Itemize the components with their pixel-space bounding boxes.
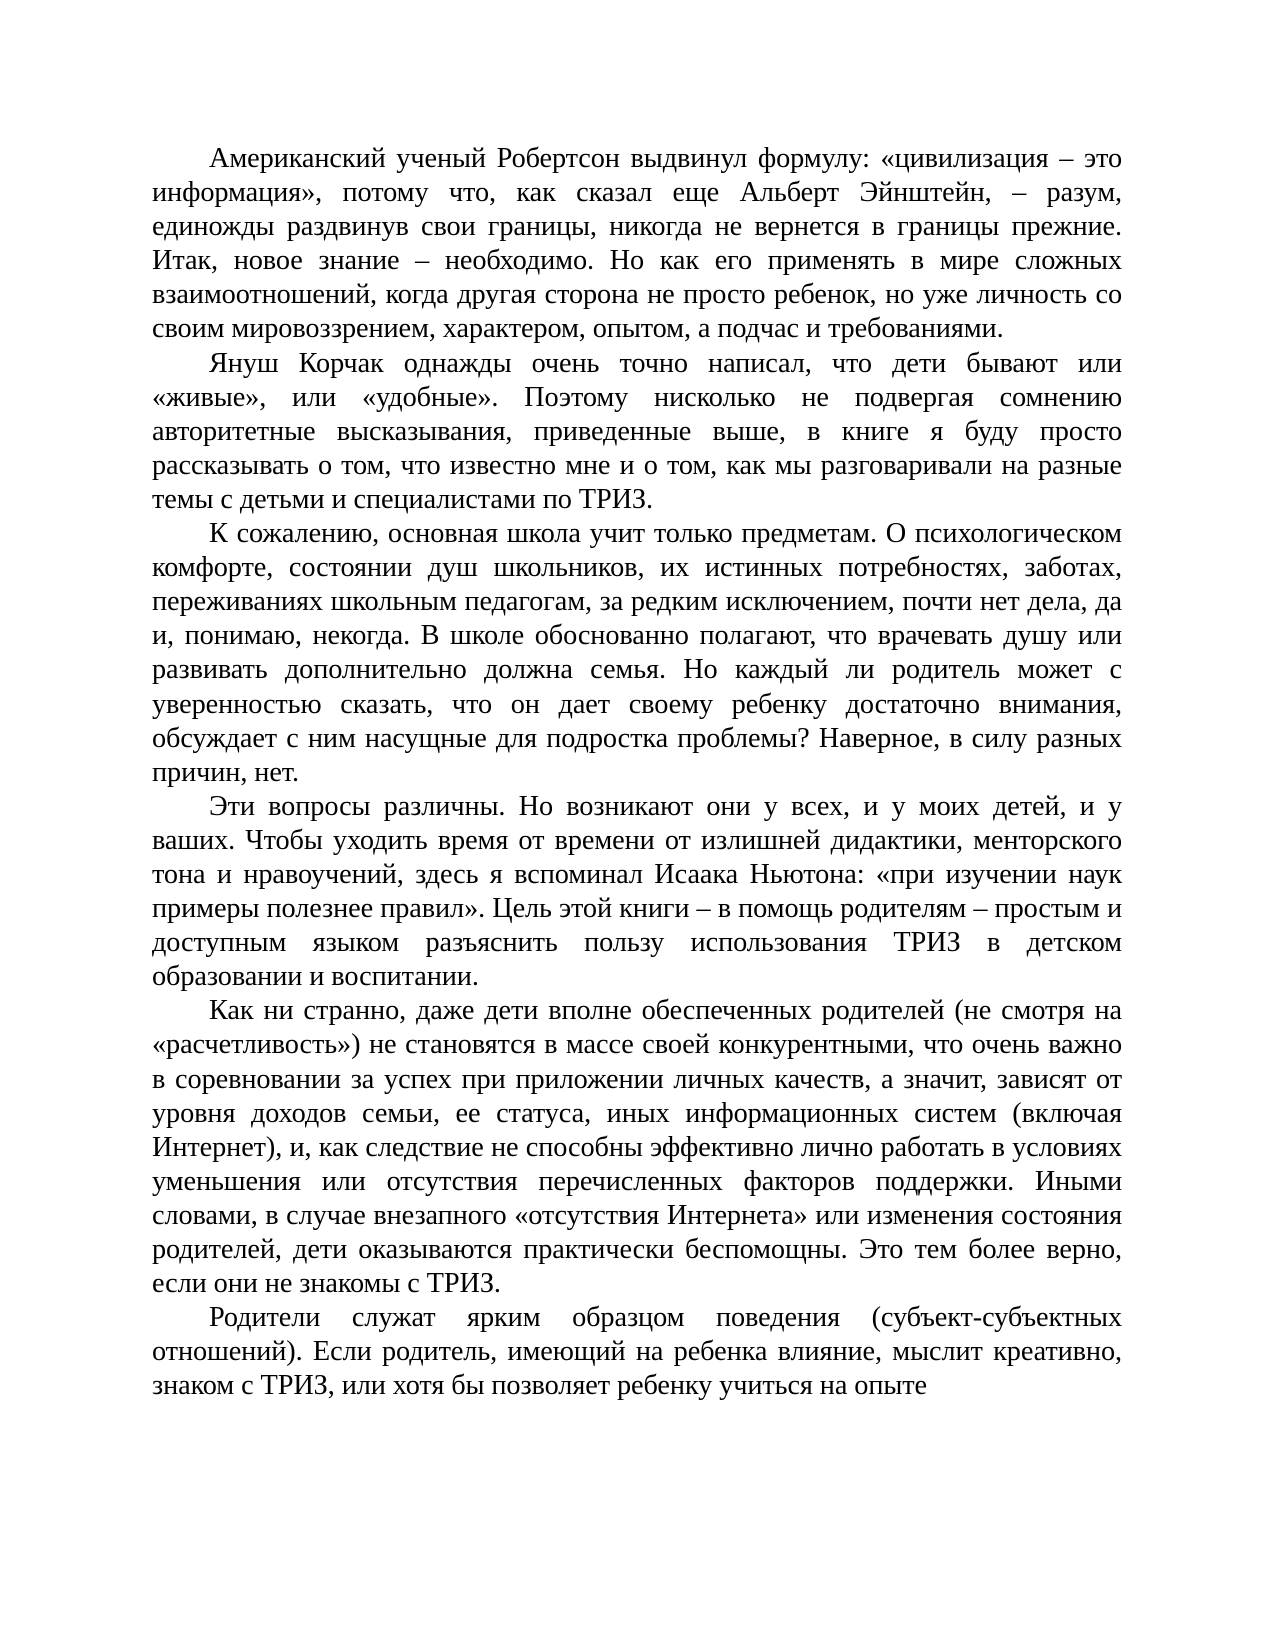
- paragraph: Как ни странно, даже дети вполне обеспеченных родителей (не смотря на «расчетливость») не становятся в массе своей конкурентными, что очень важно в соревновании за успех при приложении личных качеств, а значит, зависят от уровня доходов семьи, ее статуса, иных информационных систем (включая Интернет), и, как следствие не способны эффективно лично работать в условиях уменьшения или отсутствия перечисленных факторов поддержки. Иными словами, в случае внезапного «отсутствия Интернета» или изменения состояния родителей, дети оказываются практически беспомощны. Это тем более верно, если они не знакомы с ТРИЗ.: [152, 995, 1122, 1300]
- paragraph: К сожалению, основная школа учит только предметам. О психологическом комфорте, состоянии душ школьников, их истинных потребностях, заботах, переживаниях школьным педагогам, за редким исключением, почти нет дела, да и, понимаю, некогда. В школе обоснованно полагают, что врачевать душу или развивать дополнительно должна семья. Но каждый ли родитель может с уверенностью сказать, что он дает своему ребенку достаточно внимания, обсуждает с ним насущные для подростка проблемы? Наверное, в силу разных причин, нет.: [152, 518, 1122, 788]
- paragraph: Януш Корчак однажды очень точно написал, что дети бывают или «живые», или «удобные». Поэтому нисколько не подвергая сомнению авторитетные высказывания, приведенные выше, в книге я буду просто рассказывать о том, что известно мне и о том, как мы разговаривали на разные темы с детьми и специалистами по ТРИЗ.: [152, 347, 1122, 515]
- paragraph: Американский ученый Робертсон выдвинул формулу: «цивилизация – это информация», потому что, как сказал еще Альберт Эйнштейн, – разум, единожды раздвинув свои границы, никогда не вернется в границы прежние. Итак, новое знание – необходимо. Но как его применять в мире сложных взаимоотношений, когда другая сторона не просто ребенок, но уже личность со своим мировоззрением, характером, опытом, а подчас и требованиями.: [152, 143, 1122, 345]
- paragraph: Родители служат ярким образцом поведения (субъект-субъектных отношений). Если родитель, имеющий на ребенка влияние, мыслит креативно, знаком с ТРИЗ, или хотя бы позволяет ребенку учиться на опыте: [152, 1302, 1122, 1402]
- document-page: [152, 142, 1122, 1403]
- paragraph: Эти вопросы различны. Но возникают они у всех, и у моих детей, и у ваших. Чтобы уходить время от времени от излишней дидактики, менторского тона и нравоучений, здесь я вспоминал Исаака Ньютона: «при изучении наук примеры полезнее правил». Цель этой книги – в помощь родителям – простым и доступным языком разъяснить пользу использования ТРИЗ в детском образовании и воспитании.: [152, 790, 1122, 993]
